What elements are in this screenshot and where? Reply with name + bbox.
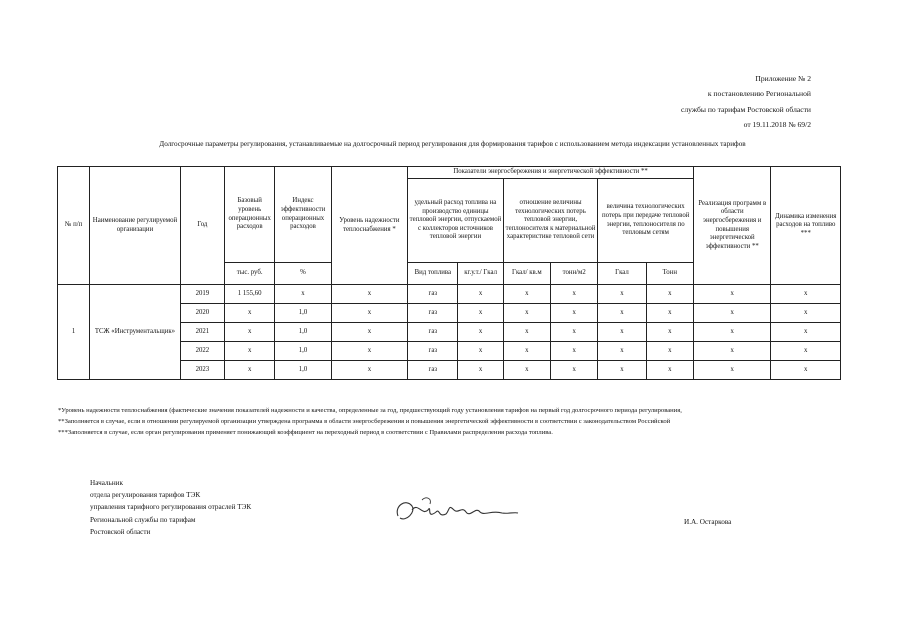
cell-year: 2022	[180, 342, 224, 361]
cell-reliability: х	[331, 361, 407, 380]
header-year: Год	[180, 167, 224, 285]
cell-index: х	[275, 285, 331, 304]
cell-reliability: х	[331, 342, 407, 361]
unit-index: %	[275, 263, 331, 285]
header-loss-value: величина технологических потерь при передаче тепловой энергии, теплоносителя по тепловым сетям	[598, 179, 694, 263]
cell-loss-value-1: х	[598, 361, 646, 380]
header-line-3: службы по тарифам Ростовской области	[680, 104, 811, 114]
cell-index: 1,0	[275, 342, 331, 361]
header-reliability: Уровень надежности теплоснабжения *	[331, 167, 407, 285]
footnote-2: **Заполняется в случае, если в отношении регулируемой организации утверждена программа в области энергосбережения и повышения энергетической эффективности в соответствии с законодательством Российской	[58, 418, 671, 425]
cell-fuel: газ	[408, 304, 458, 323]
cell-loss-ratio-2: х	[551, 361, 598, 380]
signature-position-1: Начальник	[90, 479, 124, 487]
cell-loss-value-1: х	[598, 285, 646, 304]
cell-base: х	[225, 342, 275, 361]
cell-loss-ratio-2: х	[551, 342, 598, 361]
cell-fuel: газ	[408, 285, 458, 304]
header-specific-fuel: удельный расход топлива на производство единицы тепловой энергии, отпускаемой с коллекторов источников тепловой энергии	[408, 179, 504, 263]
cell-base: х	[225, 323, 275, 342]
header-org: Наименование регулируемой организации	[90, 167, 181, 285]
header-program: Реализация программ в области энергосбережения и повышения энергетической эффективности **	[694, 167, 771, 285]
org-number: 1	[58, 285, 90, 380]
signatory-name: И.А. Остаркова	[684, 518, 732, 526]
cell-index: 1,0	[275, 361, 331, 380]
footnotes	[58, 405, 858, 438]
cell-specific-fuel: х	[458, 285, 503, 304]
cell-year: 2023	[180, 361, 224, 380]
signature-position-5: Ростовской области	[90, 527, 151, 536]
cell-loss-ratio-2: х	[551, 285, 598, 304]
cell-loss-ratio-2: х	[551, 323, 598, 342]
cell-specific-fuel: х	[458, 323, 503, 342]
cell-program: х	[694, 342, 771, 361]
cell-loss-value-2: х	[646, 285, 693, 304]
unit-loss-ratio-2: тонн/м2	[551, 263, 598, 285]
cell-fuel: газ	[408, 342, 458, 361]
document-title: Долгосрочные параметры регулирования, устанавливаемые на долгосрочный период регулирования для формирования тарифов с использованием метода индексации установленных тарифов	[159, 140, 746, 148]
cell-loss-value-1: х	[598, 342, 646, 361]
cell-loss-ratio-2: х	[551, 304, 598, 323]
signature-position-4: Региональной службы по тарифам	[90, 515, 196, 524]
unit-loss-ratio-1: Гкал/ кв.м	[503, 263, 550, 285]
cell-program: х	[694, 361, 771, 380]
cell-year: 2021	[180, 323, 224, 342]
cell-loss-ratio-1: х	[503, 361, 550, 380]
cell-loss-value-1: х	[598, 323, 646, 342]
cell-program: х	[694, 304, 771, 323]
cell-loss-value-2: х	[646, 361, 693, 380]
header-line-1: Приложение № 2	[755, 74, 811, 83]
cell-loss-value-2: х	[646, 304, 693, 323]
header-energy-group: Показатели энергосбережения и энергетической эффективности **	[408, 167, 694, 179]
cell-dynamics: х	[771, 304, 841, 323]
cell-reliability: х	[331, 304, 407, 323]
header-line-2: к постановлению Региональной	[707, 89, 811, 99]
cell-specific-fuel: х	[458, 304, 503, 323]
signature-position-2: отдела регулирования тарифов ТЭК	[90, 491, 201, 500]
signature-position-3: управления тарифного регулирования отраслей ТЭК	[90, 503, 252, 512]
cell-program: х	[694, 285, 771, 304]
header-loss-ratio: отношение величины технологических потерь тепловой энергии, теплоносителя к материальной характеристике тепловой сети	[503, 179, 598, 263]
footnote-1: *Уровень надежности теплоснабжения (фактические значения показателей надежности и качества, определенные за год, предшествующий году установления тарифов на первый год долгосрочного периода регулирования,	[58, 407, 682, 414]
cell-dynamics: х	[771, 323, 841, 342]
cell-loss-ratio-1: х	[503, 342, 550, 361]
handwritten-signature	[392, 492, 522, 532]
signature-block	[90, 477, 251, 538]
header-line-4: от 19.11.2018 № 69/2	[743, 119, 811, 129]
cell-index: 1,0	[275, 304, 331, 323]
cell-base: 1 155,60	[225, 285, 275, 304]
cell-reliability: х	[331, 285, 407, 304]
document-header	[511, 71, 811, 132]
unit-fuel: кг.у.т./ Гкал	[458, 263, 503, 285]
header-dynamics: Динамика изменения расходов на топливо ***	[771, 167, 841, 285]
cell-dynamics: х	[771, 342, 841, 361]
cell-year: 2020	[180, 304, 224, 323]
header-base: Базовый уровень операционных расходов	[225, 167, 275, 263]
cell-fuel: газ	[408, 323, 458, 342]
footnote-3: ***Заполняется в случае, если орган регулирования применяет понижающий коэффициент на переходный период в соответствии с Правилами распределения расхода топлива.	[58, 429, 553, 436]
unit-fuel-type: Вид топлива	[408, 263, 458, 285]
table-row	[58, 285, 841, 304]
header-num: № п/п	[58, 167, 90, 285]
cell-loss-value-2: х	[646, 323, 693, 342]
cell-dynamics: х	[771, 361, 841, 380]
cell-specific-fuel: х	[458, 342, 503, 361]
cell-year: 2019	[180, 285, 224, 304]
cell-fuel: газ	[408, 361, 458, 380]
cell-loss-ratio-1: х	[503, 323, 550, 342]
cell-program: х	[694, 323, 771, 342]
cell-loss-value-1: х	[598, 304, 646, 323]
cell-loss-value-2: х	[646, 342, 693, 361]
cell-reliability: х	[331, 323, 407, 342]
cell-specific-fuel: х	[458, 361, 503, 380]
unit-loss-value-2: Тонн	[646, 263, 693, 285]
cell-index: 1,0	[275, 323, 331, 342]
parameters-table	[57, 166, 841, 380]
org-name: ТСЖ «Инструментальщик»	[90, 285, 181, 380]
cell-loss-ratio-1: х	[503, 285, 550, 304]
cell-base: х	[225, 361, 275, 380]
header-index: Индекс эффективности операционных расходов	[275, 167, 331, 263]
cell-base: х	[225, 304, 275, 323]
unit-loss-value-1: Гкал	[598, 263, 646, 285]
unit-base: тыс. руб.	[225, 263, 275, 285]
cell-dynamics: х	[771, 285, 841, 304]
cell-loss-ratio-1: х	[503, 304, 550, 323]
